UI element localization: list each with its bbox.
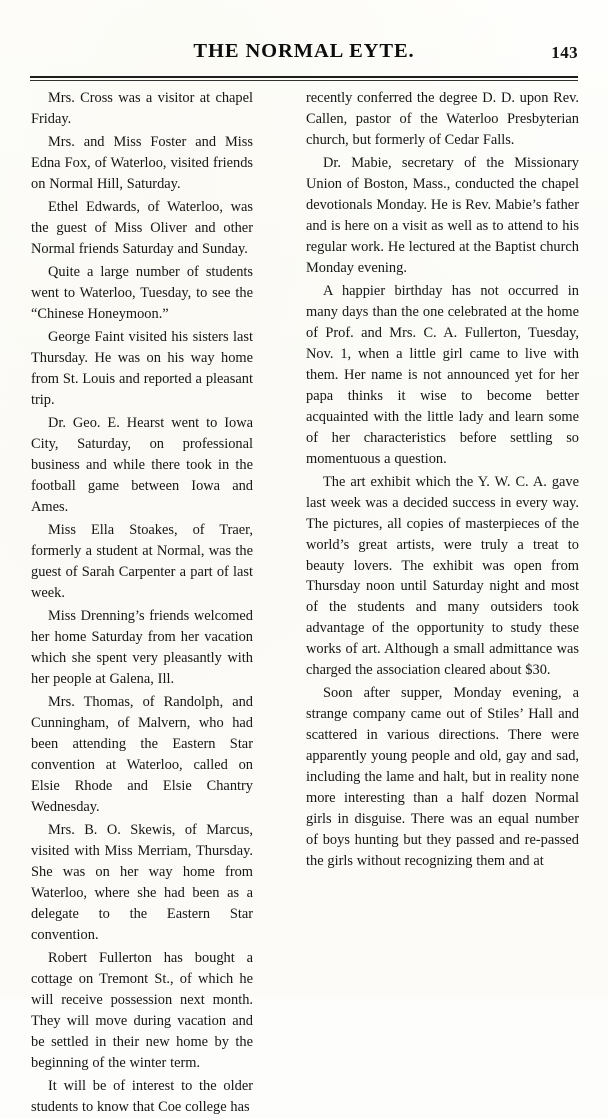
- column-left: [31, 88, 253, 1118]
- paragraph: Soon after supper, Monday evening, a strange company came out of Stiles’ Hall and scattered in various directions. There were apparently young people and old, gay and sad, including the lame and halt, but in reality none more interesting than a half dozen Normal girls in disguise. There was an equal number of boys hunting but they passed and re-passed the girls without recognizing them and at: [306, 685, 579, 870]
- paragraph: Miss Ella Stoakes, of Traer, formerly a student at Normal, was the guest of Sarah Carpenter a part of last week.: [31, 522, 253, 602]
- publication-title: THE NORMAL EYTE.: [193, 40, 415, 62]
- paragraph-continued: recently conferred the degree D. D. upon Rev. Callen, pastor of the Waterloo Presbyterian church, but formerly of Cedar Falls.: [306, 90, 579, 148]
- paragraph: Mrs. B. O. Skewis, of Marcus, visited with Miss Merriam, Thursday. She was on her way home from Waterloo, where she had been as a delegate to the Eastern Star convention.: [31, 822, 253, 943]
- paragraph: George Faint visited his sisters last Thursday. He was on his way home from St. Louis and reported a pleasant trip.: [31, 329, 253, 409]
- paragraph: Mrs. Cross was a visitor at chapel Friday.: [31, 90, 253, 127]
- paragraph: Mrs. and Miss Foster and Miss Edna Fox, of Waterloo, visited friends on Normal Hill, Saturday.: [31, 134, 253, 192]
- paragraph: Dr. Geo. E. Hearst went to Iowa City, Saturday, on professional business and while there took in the football game between Iowa and Ames.: [31, 415, 253, 516]
- paragraph: Robert Fullerton has bought a cottage on Tremont St., of which he will receive possession next month. They will move during vacation and be settled in their new home by the beginning of the winter term.: [31, 950, 253, 1071]
- header-rule-thick: [30, 76, 578, 78]
- paragraph: Mrs. Thomas, of Randolph, and Cunningham, of Malvern, who had been attending the Eastern Star convention at Waterloo, called on Elsie Rhode and Elsie Chantry Wednesday.: [31, 694, 253, 815]
- paragraph: A happier birthday has not occurred in many days than the one celebrated at the home of Prof. and Mrs. C. A. Fullerton, Tuesday, Nov. 1, when a little girl came to live with them. Her name is not announced yet for her papa thinks it wise to become better acquainted with the little lady and learn some of her characteristics before settling so momentuous a question.: [306, 282, 579, 467]
- paragraph: The art exhibit which the Y. W. C. A. gave last week was a decided success in every way. The pictures, all copies of masterpieces of the world’s great artists, were truly a treat to beauty lovers. The exhibit was open from Thursday noon until Saturday night and most of the students and many outsiders took advantage of the opportunity to study these works of art. Although a small admittance was charged the association cleared about $30.: [306, 473, 579, 679]
- paragraph: Quite a large number of students went to Waterloo, Tuesday, to see the “Chinese Honeymoon.”: [31, 264, 253, 323]
- paragraph: Ethel Edwards, of Waterloo, was the guest of Miss Oliver and other Normal friends Saturday and Sunday.: [31, 199, 253, 258]
- paragraph: It will be of interest to the older students to know that Coe college has: [31, 1077, 253, 1115]
- page-number: 143: [551, 43, 578, 62]
- header-rule: [30, 76, 578, 81]
- header-rule-thin: [30, 80, 578, 81]
- paragraph: Miss Drenning’s friends welcomed her home Saturday from her vacation which she spent very pleasantly with her people at Galena, Ill.: [31, 608, 253, 688]
- paragraph: Dr. Mabie, secretary of the Missionary Union of Boston, Mass., conducted the chapel devotionals Monday. He is Rev. Mabie’s father and is here on a visit as well as to attend to his regular work. He lectured at the Baptist church Monday evening.: [306, 155, 579, 276]
- column-right: [306, 88, 579, 873]
- page-masthead: [0, 40, 608, 74]
